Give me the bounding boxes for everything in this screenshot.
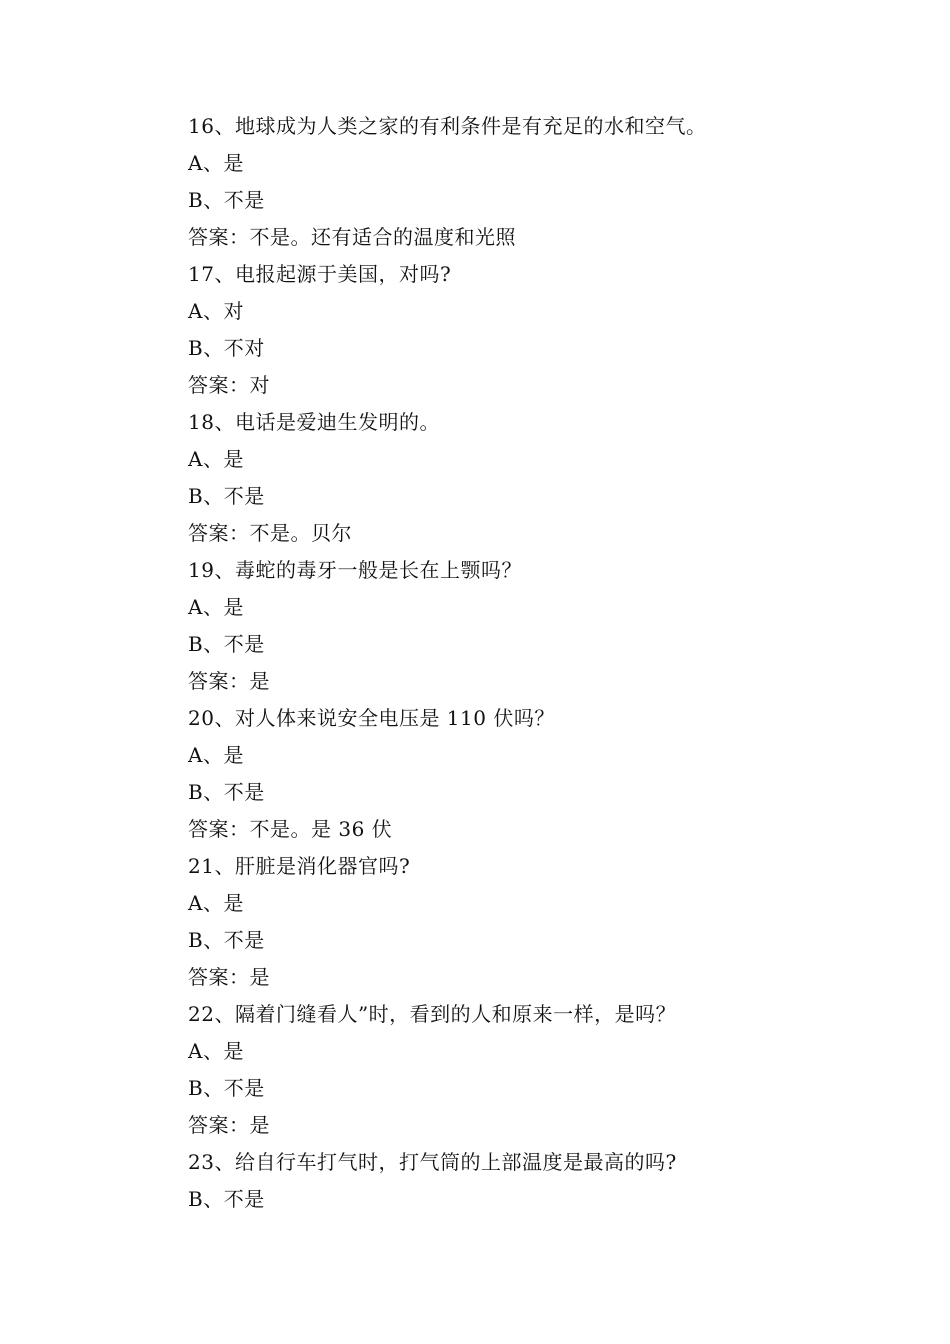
question-22: 22、隔着门缝看人”时，看到的人和原来一样，是吗？	[188, 1002, 677, 1026]
question-23: 23、给自行车打气时，打气筒的上部温度是最高的吗?	[188, 1150, 677, 1174]
answer-21: 答案：是	[188, 965, 270, 989]
option-a: A、是	[188, 891, 244, 915]
answer-17: 答案：对	[188, 373, 270, 397]
question-18: 18、电话是爱迪生发明的。	[188, 410, 440, 434]
option-a: A、是	[188, 1039, 244, 1063]
option-b: B、不是	[188, 188, 265, 212]
option-b: B、不对	[188, 336, 265, 360]
answer-19: 答案：是	[188, 669, 270, 693]
answer-18: 答案：不是。贝尔	[188, 521, 352, 545]
option-b: B、不是	[188, 484, 265, 508]
question-21: 21、肝脏是消化器官吗?	[188, 854, 411, 878]
option-a: A、是	[188, 743, 244, 767]
answer-20: 答案：不是。是 36 伏	[188, 817, 393, 841]
question-20: 20、对人体来说安全电压是 110 伏吗？	[188, 706, 555, 730]
answer-16: 答案：不是。还有适合的温度和光照	[188, 225, 516, 249]
option-b: B、不是	[188, 632, 265, 656]
option-a: A、是	[188, 447, 244, 471]
option-b: B、不是	[188, 928, 265, 952]
quiz-content	[188, 108, 808, 1218]
question-17: 17、电报起源于美国，对吗?	[188, 262, 452, 286]
option-b: B、不是	[188, 780, 265, 804]
option-a: A、是	[188, 595, 244, 619]
answer-22: 答案：是	[188, 1113, 270, 1137]
option-a: A、是	[188, 151, 244, 175]
question-16: 16、地球成为人类之家的有利条件是有充足的水和空气。	[188, 114, 707, 138]
question-19: 19、毒蛇的毒牙一般是长在上颚吗？	[188, 558, 522, 582]
option-b: B、不是	[188, 1076, 265, 1100]
option-b: B、不是	[188, 1187, 265, 1211]
option-a: A、对	[188, 299, 244, 323]
